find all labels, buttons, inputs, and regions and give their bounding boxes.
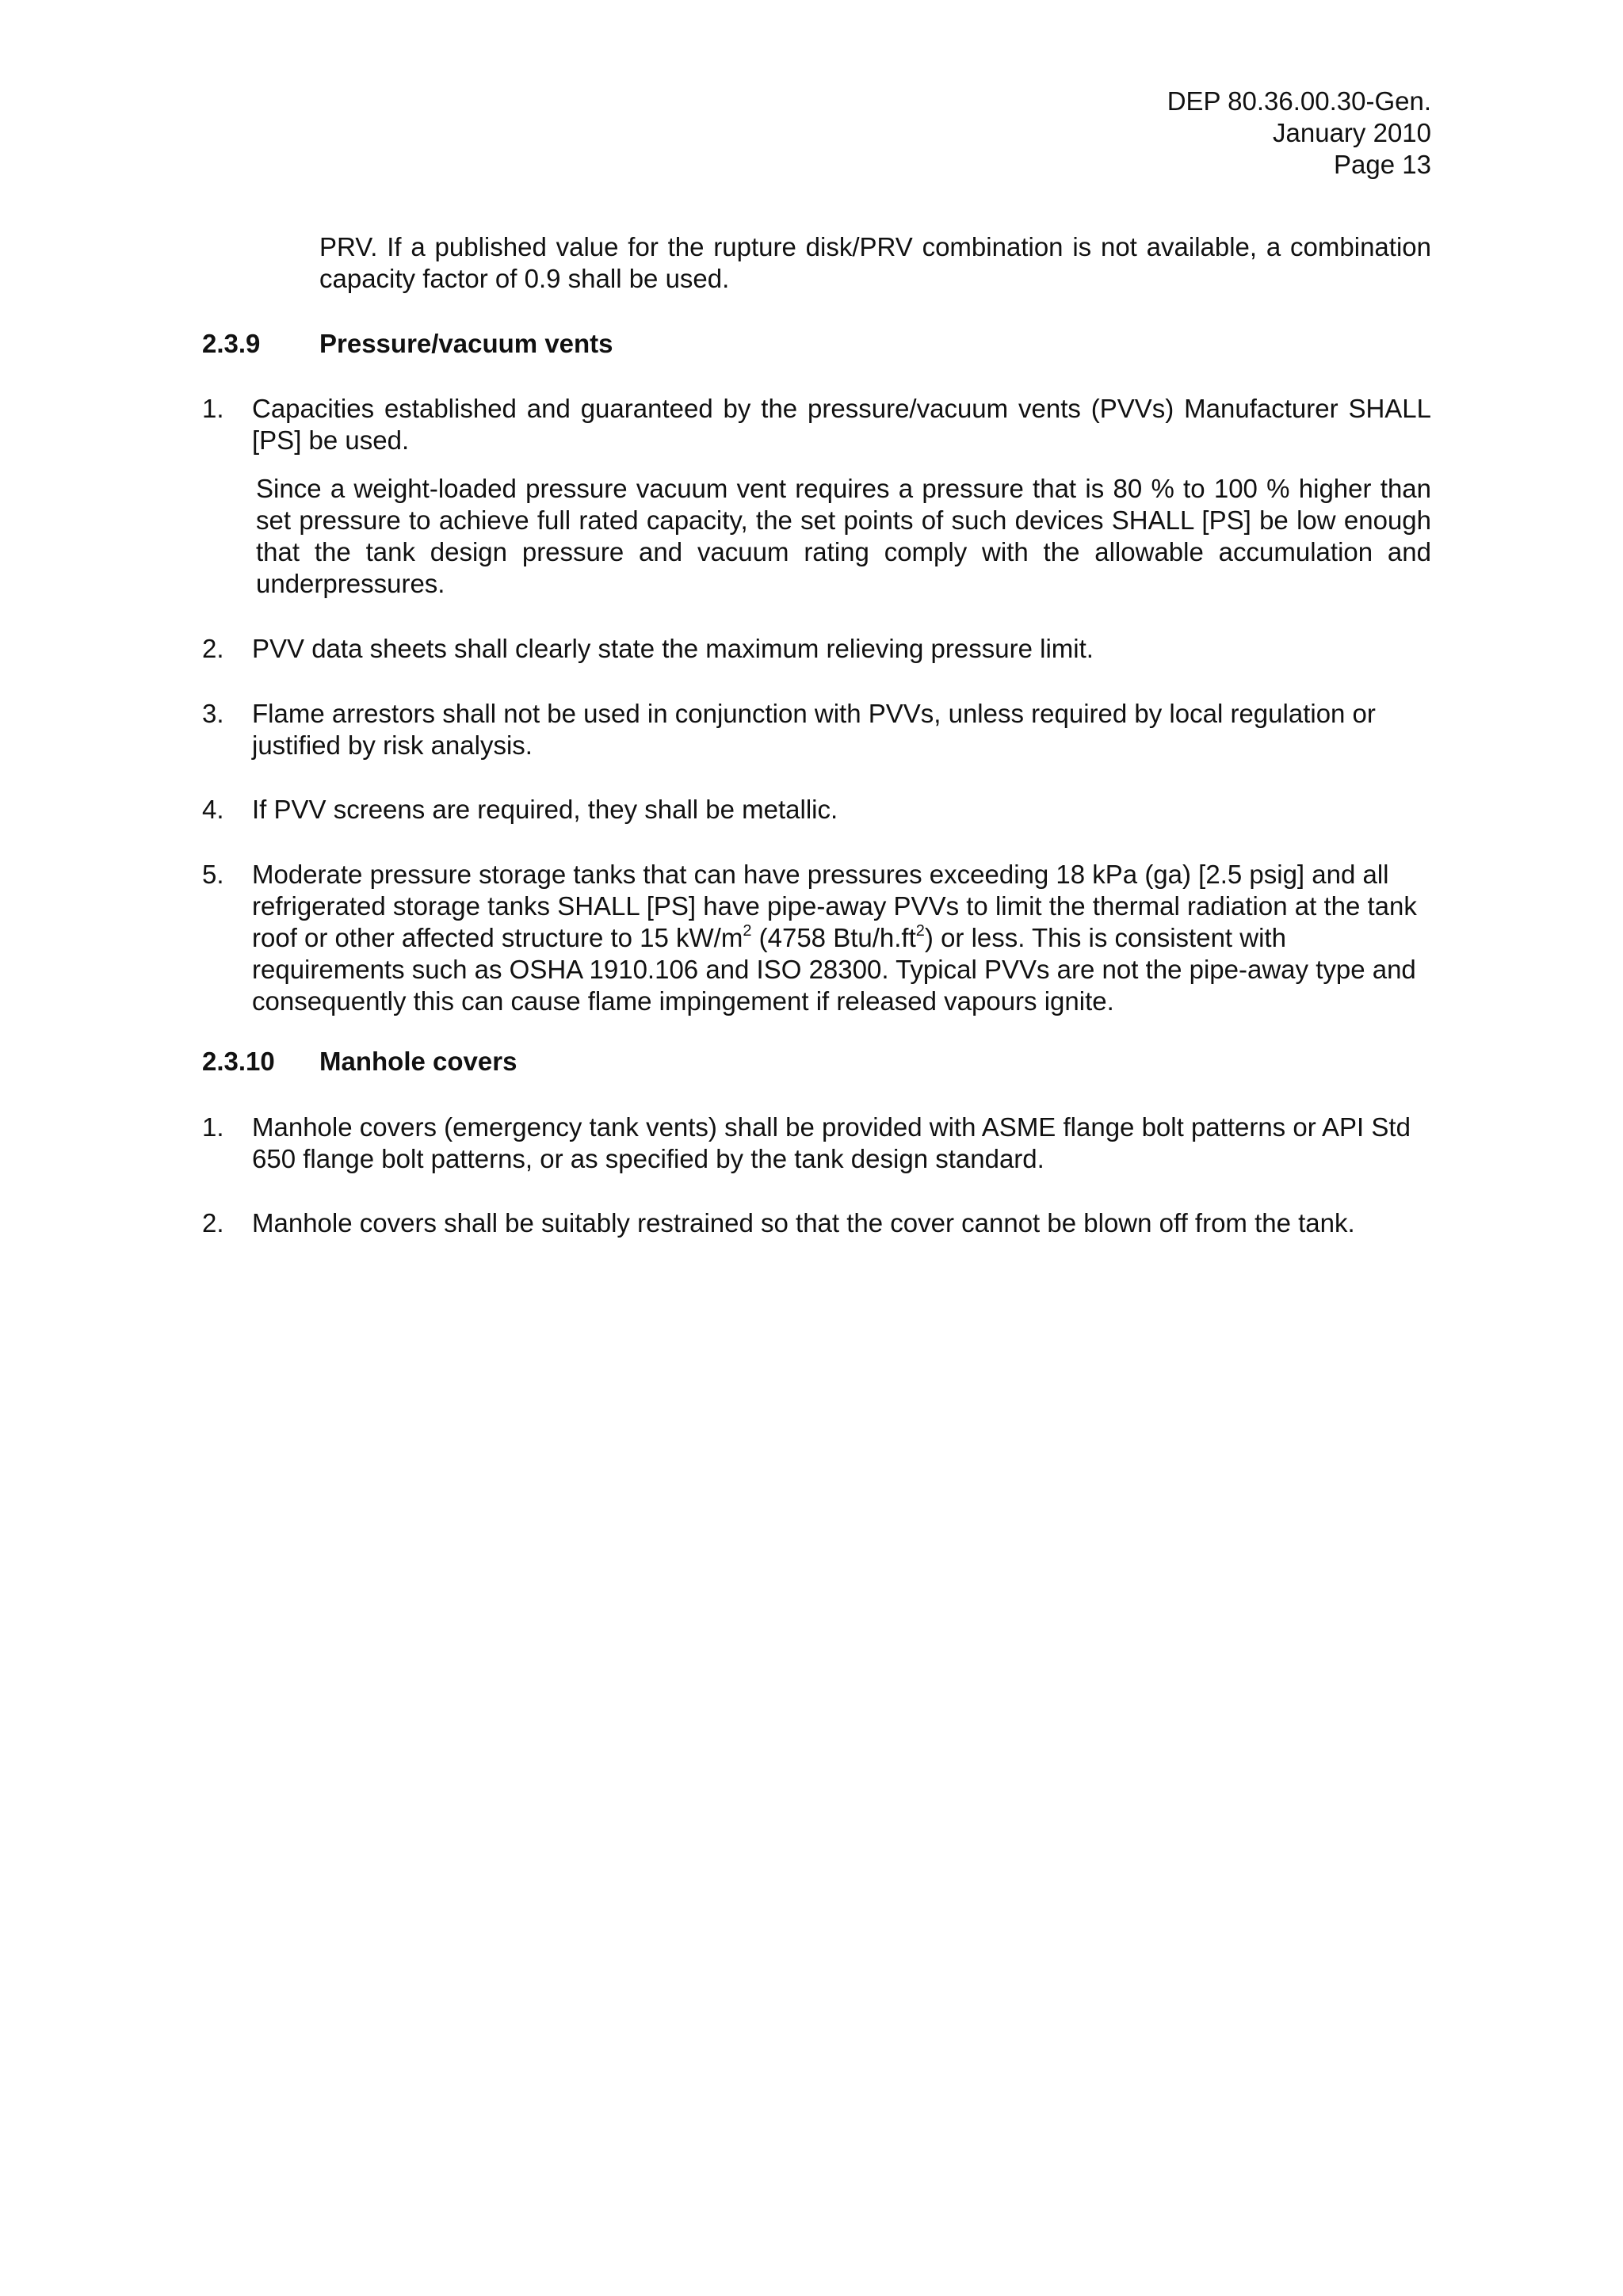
list-item-text: Manhole covers (emergency tank vents) shall be provided with ASME flange bolt patterns or API Std 650 flange bolt patterns, or as specified by the tank design standard.: [252, 1112, 1411, 1173]
superscript: 2: [915, 922, 925, 940]
list-item-text: If PVV screens are required, they shall be metallic.: [252, 795, 838, 824]
list-item: [202, 698, 1431, 761]
list-item-text: PVV data sheets shall clearly state the maximum relieving pressure limit.: [252, 634, 1094, 663]
list-item-number: 4.: [202, 795, 224, 824]
list-item: [202, 393, 1431, 456]
list-item: [202, 1207, 1431, 1239]
section-number: 2.3.10: [202, 1047, 275, 1076]
list-item-number: 1.: [202, 1112, 224, 1142]
doc-id: DEP 80.36.00.30-Gen.: [1167, 86, 1431, 116]
superscript: 2: [743, 922, 752, 940]
section-heading-2-3-10: [202, 1046, 517, 1077]
section-title: Manhole covers: [319, 1047, 517, 1076]
doc-date: January 2010: [1273, 118, 1431, 147]
list-item: [202, 794, 1431, 826]
list-item-number: 5.: [202, 860, 224, 889]
list-item-text: Flame arrestors shall not be used in conjunction with PVVs, unless required by local regulation or justified by risk analysis.: [252, 699, 1376, 760]
list-item-text: Capacities established and guaranteed by the pressure/vacuum vents (PVVs) Manufacturer SHALL [PS] be used.: [252, 394, 1431, 455]
list-item: [202, 633, 1431, 665]
text-segment: (4758 Btu/h.ft: [751, 923, 916, 952]
list-item: [202, 1112, 1431, 1175]
list-item-number: 1.: [202, 394, 224, 423]
list-item-number: 2.: [202, 634, 224, 663]
section-heading-2-3-9: [202, 328, 613, 360]
section-title: Pressure/vacuum vents: [319, 329, 613, 358]
list-item: [202, 859, 1431, 1017]
page-header: [1167, 86, 1431, 181]
text-segment: Moderate pressure storage tanks that can have pressures exceeding 18 kPa (ga) [2.5 psig] and all refrigerated storage tanks SHALL [PS] have pipe-away PVVs to limit the thermal radiation at the tank roof or other affected structure to 15 kW/m: [252, 860, 1417, 952]
section-number: 2.3.9: [202, 329, 261, 358]
list-item-number: 3.: [202, 699, 224, 728]
continuation-paragraph: PRV. If a published value for the rupture disk/PRV combination is not available, a combination capacity factor of 0.9 shall be used.: [319, 232, 1431, 293]
page-number: Page 13: [1334, 150, 1431, 179]
list-item-text: Manhole covers shall be suitably restrained so that the cover cannot be blown off from the tank.: [252, 1208, 1355, 1238]
note-paragraph: Since a weight-loaded pressure vacuum vent requires a pressure that is 80 % to 100 % higher than set pressure to achieve full rated capacity, the set points of such devices SHALL [PS] be low enough that the tank design pressure and vacuum rating comply with the allowable accumulation and underpressures.: [256, 474, 1431, 598]
list-item-text: [252, 859, 1417, 1017]
text-segment: ) or less. This is consistent with requirements such as OSHA 1910.106 and ISO 28300. Typical PVVs are not the pipe-away type and consequently this can cause flame impingement if released vapours ignite.: [252, 923, 1416, 1016]
list-item-number: 2.: [202, 1208, 224, 1238]
